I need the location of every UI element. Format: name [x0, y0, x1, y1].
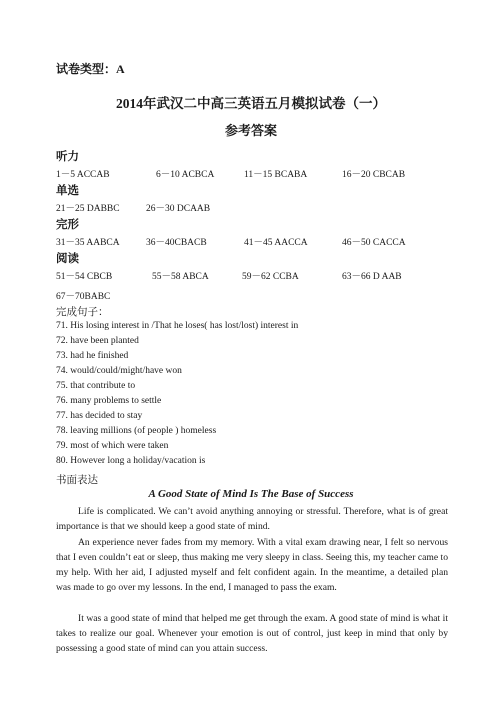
list-item: 74. would/could/might/have won [56, 366, 182, 376]
page-subtitle: 参考答案 [224, 123, 277, 138]
answer-group: 41－45 AACCA [244, 238, 308, 248]
answer-group: 67－70BABC [56, 292, 111, 302]
section-heading-single-choice: 单选 [56, 183, 79, 197]
list-item: 77. has decided to stay [56, 411, 143, 421]
list-item: 72. have been planted [56, 336, 139, 346]
answer-group: 1－5 ACCAB [56, 170, 110, 180]
list-item: 79. most of which were taken [56, 441, 169, 451]
answer-group: 46－50 CACCA [342, 238, 406, 248]
answer-group: 6－10 ACBCA [156, 170, 215, 180]
section-heading-writing: 书面表达 [56, 474, 98, 486]
answer-group: 11－15 BCABA [244, 170, 308, 180]
section-heading-reading: 阅读 [56, 251, 79, 265]
answer-group: 51－54 CBCB [56, 272, 113, 282]
list-item: 78. leaving millions (of people ) homeless [56, 426, 217, 436]
answer-group: 16－20 CBCAB [342, 170, 406, 180]
list-item: 71. His losing interest in /That he loses( has lost/lost) interest in [56, 321, 299, 331]
paper-type-label: 试卷类型：A [56, 62, 125, 76]
list-item: 73. had he finished [56, 351, 129, 361]
section-heading-cloze: 完形 [56, 217, 79, 231]
answer-group: 55－58 ABCA [152, 272, 209, 282]
answer-group: 31－35 AABCA [56, 238, 120, 248]
page-title: 2014年武汉二中高三英语五月模拟试卷（一） [116, 96, 386, 111]
answer-group: 36－40CBACB [146, 238, 207, 248]
list-item: 80. However long a holiday/vacation is [56, 456, 206, 466]
answer-group: 63－66 D AAB [342, 272, 402, 282]
section-heading-listening: 听力 [56, 149, 79, 163]
essay-paragraph: Life is complicated. We can’t avoid anything annoying or stressful. Therefore, what is of great importance is that we should keep a good state of mind. [56, 506, 448, 532]
list-item: 76. many problems to settle [56, 396, 162, 406]
section-heading-sentences: 完成句子： [56, 306, 109, 318]
answer-group: 59－62 CCBA [242, 272, 299, 282]
essay-paragraph: It was a good state of mind that helped me get through the exam. A good state of mind is what it takes to realize our goal. Whenever your emotion is out of control, just keep in mind that only by possessing a good state of mind can you attain success. [56, 613, 448, 654]
list-item: 75. that contribute to [56, 381, 136, 391]
essay-paragraph: An experience never fades from my memory. With a vital exam drawing near, I felt so nervous that I even couldn’t eat or sleep, thus making me very sleepy in class. Seeing this, my teacher came to my help. With her aid, I adjusted myself and felt confident again. In the meantime, a detailed plan was made to go over my lessons. In the end, I managed to pass the exam. [56, 537, 448, 593]
answer-group: 21－25 DABBC [56, 204, 120, 214]
essay-title: A Good State of Mind Is The Base of Success [148, 488, 354, 500]
answer-group: 26－30 DCAAB [146, 204, 211, 214]
